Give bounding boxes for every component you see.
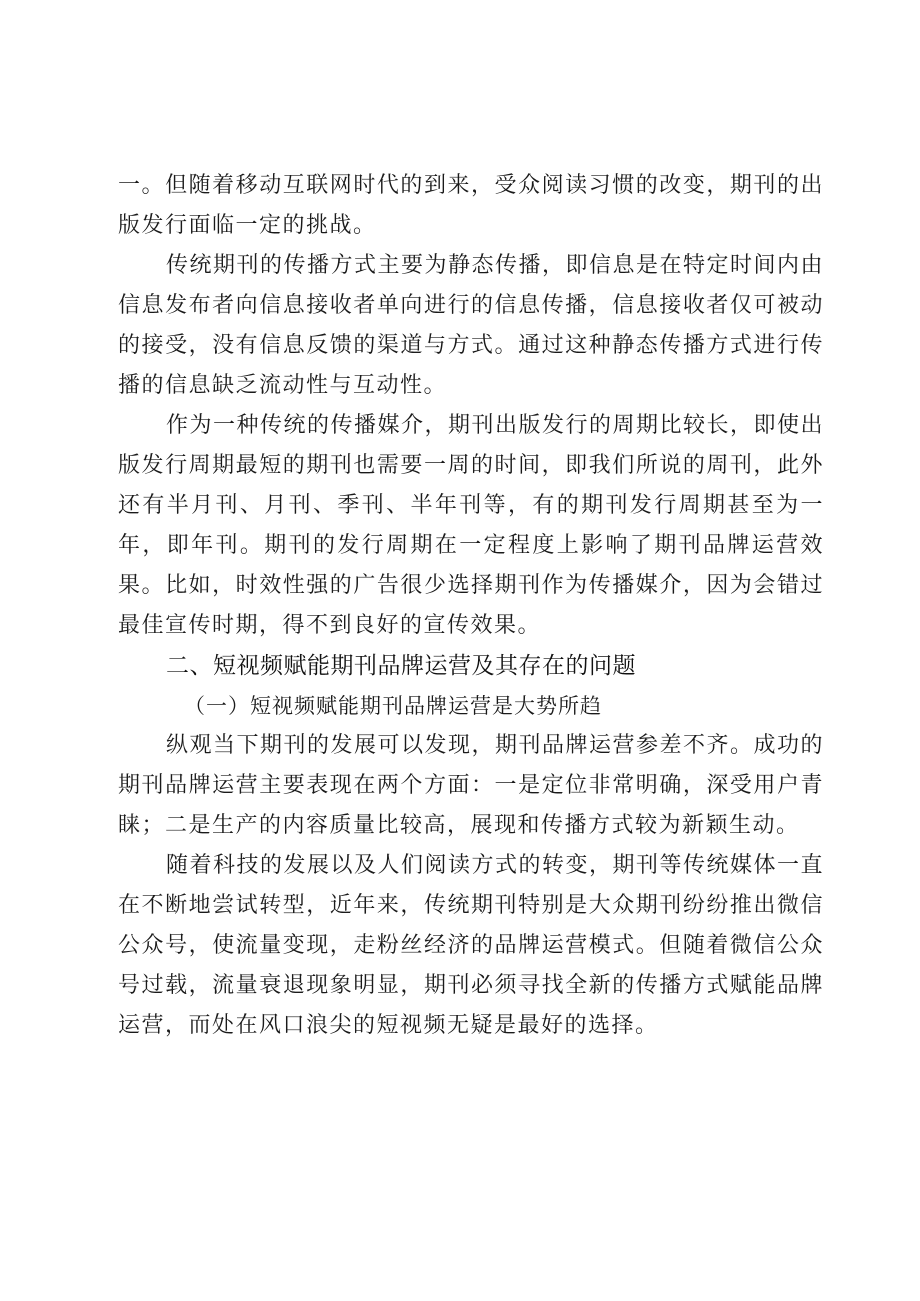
paragraph-3: 作为一种传统的传播媒介，期刊出版发行的周期比较长，即使出版发行周期最短的期刊也需要一周的时间，即我们所说的周刊，此外还有半月刊、月刊、季刊、半年刊等，有的期刊发行周期甚至为一年，即年刊。期刊的发行周期在一定程度上影响了期刊品牌运营效果。比如，时效性强的广告很少选择期刊作为传播媒介，因为会错过最佳宣传时期，得不到良好的宣传效果。 [118,413,825,638]
paragraph-5: 随着科技的发展以及人们阅读方式的转变，期刊等传统媒体一直在不断地尝试转型，近年来，传统期刊特别是大众期刊纷纷推出微信公众号，使流量变现，走粉丝经济的品牌运营模式。但随着微信公众号过载，流量衰退现象明显，期刊必须寻找全新的传播方式赋能品牌运营，而处在风口浪尖的短视频无疑是最好的选择。 [118,853,825,1038]
subsection-heading: （一）短视频赋能期刊品牌运营是大势所趋 [184,694,602,718]
paragraph-4: 纵观当下期刊的发展可以发现，期刊品牌运营参差不齐。成功的期刊品牌运营主要表现在两个方面：一是定位非常明确，深受用户青睐；二是生产的内容质量比较高，展现和传播方式较为新颖生动。 [118,733,825,838]
paragraph-1: 一。但随着移动互联网时代的到来，受众阅读习惯的改变，期刊的出版发行面临一定的挑战。 [118,173,824,238]
section-heading: 二、短视频赋能期刊品牌运营及其存在的问题 [166,653,636,679]
body-text [118,166,824,1046]
paragraph-2: 传统期刊的传播方式主要为静态传播，即信息是在特定时间内由信息发布者向信息接收者单向进行的信息传播，信息接收者仅可被动的接受，没有信息反馈的渠道与方式。通过这种静态传播方式进行传播的信息缺乏流动性与互动性。 [118,253,825,398]
